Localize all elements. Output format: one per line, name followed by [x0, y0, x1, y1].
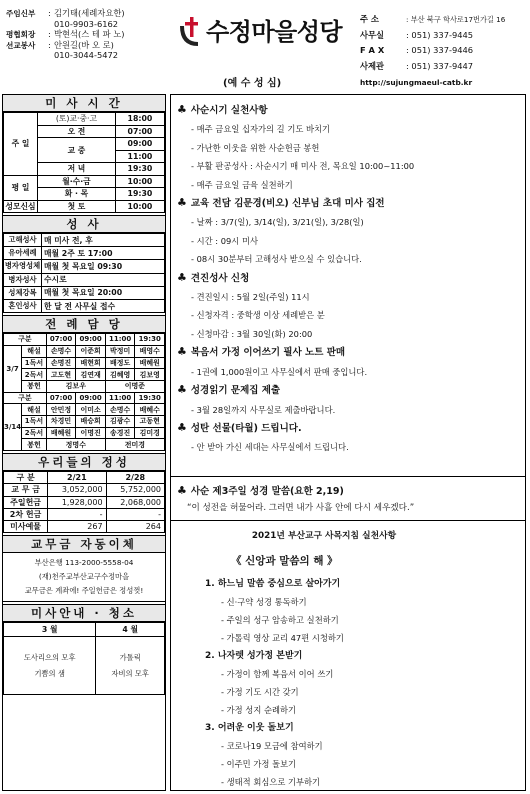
table-cell: 2,068,000: [106, 496, 164, 508]
church-logo-icon: [178, 16, 204, 46]
notice-item: - 날짜 : 3/7(일), 3/14(일), 3/21(일), 3/28(일): [191, 217, 364, 228]
table-cell: 매월 첫 목요일 20:00: [42, 286, 165, 299]
guide-line: 도사리으의 모후: [23, 652, 76, 662]
table-cell: 매월 2주 토 17:00: [42, 247, 165, 260]
goal-title: 2. 나자렛 성가정 본받기: [205, 651, 303, 661]
table-cell: 11:00: [115, 150, 164, 163]
contact-label: 주 소: [360, 14, 379, 24]
contact-value: : 051) 337-9447: [406, 60, 474, 71]
goal-item: - 가정 기도 시간 갖기: [221, 687, 299, 697]
club-icon: ♣: [177, 270, 187, 284]
table-cell: 1독서: [22, 357, 47, 369]
table-cell: [96, 637, 165, 695]
table-cell: 1,928,000: [48, 496, 106, 508]
table-cell: 이명진: [76, 427, 106, 439]
table-row: [4, 427, 165, 439]
table-header: 07:00: [46, 392, 76, 404]
staff-row: [6, 29, 170, 40]
notice-item: - 08시 30분부터 고해성사 받으실 수 있습니다.: [191, 254, 362, 265]
table-cell: 김보영: [135, 369, 165, 381]
contact-label: 사제관: [360, 60, 385, 71]
table-cell: 이준희: [76, 345, 106, 357]
contact-row: [360, 12, 526, 28]
table-cell: 267: [48, 521, 106, 533]
mass-times-table: [3, 112, 165, 213]
transfer-note: 교무금은 계좌에! 주일헌금은 정성껏!: [24, 586, 144, 596]
table-cell: 김혜영: [105, 369, 135, 381]
notice-item: - 안 받아 가신 세대는 사무실에서 드립니다.: [191, 442, 349, 453]
club-icon: ♣: [177, 103, 187, 116]
table-header: 11:00: [105, 392, 135, 404]
staff-sep: :: [48, 8, 51, 18]
table-cell: 손명진: [46, 357, 76, 369]
table-cell: 배혜수: [135, 404, 165, 416]
table-row: [4, 623, 165, 637]
table-header: 07:00: [46, 334, 76, 346]
verse-heading: [177, 483, 519, 500]
verse-title: 사순 제3주일 성경 말씀(요한 2,19): [190, 486, 344, 497]
notice-heading: [177, 194, 519, 213]
table-row: [4, 392, 165, 404]
duty-title: 전 례 담 당: [3, 316, 165, 333]
guidelines-title: 2021년 부산교구 사목지침 실천사항: [251, 531, 397, 541]
diocese-guidelines: [171, 521, 525, 794]
table-row: [4, 369, 165, 381]
table-cell: 264: [106, 521, 164, 533]
table-cell: 정명수: [46, 439, 105, 451]
table-cell: 수시로: [42, 273, 165, 286]
guidelines-motto: 《 신앙과 말씀의 해 》: [231, 555, 338, 567]
duty-date: 3/7: [4, 345, 22, 392]
guide-line: 자비의 모후: [111, 668, 149, 678]
goal-item: - 이주민 가정 돌보기: [221, 759, 297, 769]
table-cell: 1독서: [22, 415, 47, 427]
table-header: 4 월: [96, 623, 165, 637]
table-cell: 19:30: [115, 163, 164, 176]
table-row: [4, 273, 165, 286]
table-cell: 한 달 전 사무실 접수: [42, 299, 165, 312]
table-cell: 2독서: [22, 369, 47, 381]
notice-heading: [177, 343, 519, 362]
table-row: [4, 404, 165, 416]
announcements: [171, 95, 525, 477]
table-row: [4, 247, 165, 260]
table-row: [4, 299, 165, 312]
table-cell: (토)교·중·고: [38, 113, 116, 126]
mass-group-cell: 성모신심: [5, 201, 36, 211]
table-cell: 병자성사: [4, 273, 42, 286]
parish-subtitle: (예 수 성 심): [223, 78, 282, 89]
staff-row: [6, 8, 170, 19]
table-cell: 교 무 금: [4, 484, 48, 496]
table-cell: 차경민: [46, 415, 76, 427]
goal-item: - 가톨릭 영상 교리 47편 시청하기: [221, 633, 344, 643]
table-cell: 교 중: [38, 138, 116, 163]
table-cell: -: [48, 508, 106, 520]
contact-row: [360, 28, 526, 44]
staff-list: [6, 8, 170, 61]
table-cell: 전미경: [105, 439, 164, 451]
table-row: [4, 234, 165, 247]
notice-heading: [177, 269, 519, 288]
guide-title: 미사안내 · 청소: [3, 605, 165, 622]
table-cell: 18:00: [115, 113, 164, 126]
notice-item: - 부활 판공성사 : 사순시기 매 미사 전, 목요일 10:00~11:00: [191, 161, 415, 172]
table-row: [4, 175, 165, 188]
table-cell: 저 녁: [38, 163, 116, 176]
contact-info: [360, 12, 526, 74]
notice-title: 견진성사 신청: [190, 272, 250, 284]
notice-item: - 1권에 1,000원이고 사무실에서 판매 중입니다.: [191, 366, 368, 377]
notice-item: - 매주 금요일 십자가의 길 기도 바치기: [191, 124, 331, 135]
goal-item: - 생태적 회심으로 기부하기: [221, 777, 321, 787]
notice-title: 교육 전담 김문경(비오) 신부님 초대 미사 집전: [190, 198, 385, 210]
liturgy-duty-table: [3, 333, 165, 451]
staff-row: [6, 40, 170, 51]
notice-item: - 매주 금요일 금육 실천하기: [191, 179, 293, 190]
table-cell: 성체강복: [4, 286, 42, 299]
table-header: 3 월: [4, 623, 96, 637]
table-cell: 이미소: [76, 404, 106, 416]
table-cell: 화 · 목: [38, 188, 116, 201]
notice-item: - 신청마감 : 3월 30일(화) 20:00: [191, 328, 313, 339]
sacraments-table: [3, 233, 165, 313]
mass-group-cell: 평 일: [4, 175, 38, 200]
goal-item: - 가정 성지 순례하기: [221, 705, 297, 715]
contact-label: 사무실: [360, 29, 385, 40]
table-row: [4, 439, 165, 451]
table-row: [4, 484, 165, 496]
notice-heading: [177, 419, 519, 438]
guide-table: [3, 622, 165, 695]
table-row: [4, 357, 165, 369]
table-cell: 첫 토: [38, 200, 116, 213]
transfer-info: [3, 553, 165, 602]
table-cell: 2차 헌금: [4, 508, 48, 520]
staff-phone: 010-3044-5472: [54, 50, 119, 61]
table-cell: 혼인성사: [4, 299, 42, 312]
table-header: 구 분: [4, 472, 48, 484]
table-row: [4, 113, 165, 126]
club-icon: ♣: [177, 420, 187, 434]
table-cell: 송경진: [105, 427, 135, 439]
scripture-verse: [171, 477, 525, 521]
table-cell: 봉헌: [22, 439, 47, 451]
table-cell: 해설: [22, 404, 47, 416]
contact-row: [360, 59, 526, 75]
notice-title: 성탄 선물(타월) 드립니다.: [190, 422, 302, 434]
table-row: [4, 496, 165, 508]
goal-item: - 신·구약 성경 통독하기: [221, 597, 307, 607]
table-cell: 유아세례: [4, 247, 42, 260]
table-header: 09:00: [76, 392, 106, 404]
table-cell: 19:30: [115, 188, 164, 201]
notice-title: 성경읽기 문제집 제출: [190, 385, 281, 397]
staff-name: 김기태(세례자요한): [54, 8, 125, 18]
staff-sep: :: [48, 39, 51, 50]
table-cell: 김보우: [46, 380, 105, 392]
table-cell: 고해성사: [4, 234, 42, 247]
table-cell: 매 미사 전, 후: [42, 234, 165, 247]
account-holder: (재)천주교부산교구수정마을: [38, 572, 130, 582]
club-icon: ♣: [177, 383, 187, 397]
table-cell: 배현희: [76, 357, 106, 369]
table-cell: 배정도: [105, 357, 135, 369]
table-cell: 07:00: [115, 125, 164, 138]
staff-role: 주임신부: [6, 9, 36, 18]
staff-phone: 010-9903-6162: [54, 18, 119, 29]
table-cell: 배승희: [76, 415, 106, 427]
table-cell: 10:00: [115, 175, 164, 188]
goal-item: - 가정이 함께 복음서 이어 쓰기: [221, 669, 334, 679]
table-row: [4, 508, 165, 520]
bulletin-header: [2, 2, 526, 92]
goal-item: - 주일의 성구 암송하고 실천하기: [221, 615, 339, 625]
contact-value: : 051) 337-9445: [406, 29, 474, 40]
notice-title: 복음서 가정 이어쓰기 필사 노트 판매: [190, 347, 346, 359]
table-cell: 배영수: [135, 345, 165, 357]
mass-times-title: 미 사 시 간: [3, 95, 165, 112]
table-cell: 김연재: [76, 369, 106, 381]
guide-line: 가톨릭: [119, 652, 141, 662]
parish-url[interactable]: http://sujungmaeul-catb.kr: [360, 78, 473, 87]
notice-item: - 시간 : 09시 미사: [191, 235, 258, 246]
table-header: 19:30: [135, 392, 165, 404]
table-header: 구분: [4, 392, 47, 404]
table-cell: 해설: [22, 345, 47, 357]
contact-value: : 051) 337-9446: [406, 45, 474, 55]
table-header: 2/21: [48, 472, 106, 484]
table-cell: 이명준: [105, 380, 164, 392]
table-row: [4, 286, 165, 299]
table-cell: 주일헌금: [4, 496, 48, 508]
table-cell: 미사예물: [4, 521, 48, 533]
parish-name: 수정마을성당: [206, 18, 343, 46]
notice-item: - 가난한 이웃을 위한 사순헌금 봉헌: [191, 142, 320, 153]
table-row: [4, 415, 165, 427]
goal-title: 3. 어려운 이웃 돌보기: [205, 723, 294, 733]
staff-name: 안원길(바 오 로): [54, 39, 114, 50]
table-cell: 3,052,000: [48, 484, 106, 496]
club-icon: ♣: [177, 345, 187, 359]
table-cell: 2독서: [22, 427, 47, 439]
contact-label: F A X: [360, 45, 385, 55]
table-cell: 김광수: [105, 415, 135, 427]
goal-item: - 코로나19 모금에 참여하기: [221, 741, 323, 751]
staff-sep: :: [48, 29, 51, 40]
table-row: [4, 472, 165, 484]
notice-title: 사순시기 실천사항: [190, 105, 268, 116]
sacraments-title: 성 사: [3, 216, 165, 233]
table-cell: 손명수: [46, 345, 76, 357]
table-header: 11:00: [105, 334, 135, 346]
table-cell: 10:00: [115, 200, 164, 213]
table-cell: [4, 637, 96, 695]
table-cell: 고동현: [135, 415, 165, 427]
table-cell: 매월 첫 목요일 09:30: [42, 260, 165, 273]
table-row: [4, 334, 165, 346]
table-cell: -: [106, 508, 164, 520]
staff-role: 평협회장: [6, 30, 36, 40]
notice-item: - 3월 28일까지 사무실로 제출바랍니다.: [191, 404, 336, 415]
notice-item: - 신청자격 : 중학생 이상 세례받은 분: [191, 310, 325, 321]
guide-line: 기쁨의 샘: [34, 668, 65, 678]
contact-value: : 부산 북구 학사로17번가길 16: [406, 15, 506, 24]
table-cell: 월·수·금: [38, 175, 116, 188]
table-header: 구분: [4, 334, 47, 346]
table-header: 19:30: [135, 334, 165, 346]
table-cell: 배혜원: [135, 357, 165, 369]
contact-row: [360, 43, 526, 59]
table-row: [4, 380, 165, 392]
table-header: 09:00: [76, 334, 106, 346]
club-icon: ♣: [177, 196, 187, 210]
table-cell: 박정미: [105, 345, 135, 357]
table-cell: 고도현: [46, 369, 76, 381]
mass-group-cell: 주 일: [4, 113, 38, 176]
table-row: [4, 200, 165, 213]
table-row: [4, 260, 165, 273]
bank-account: 부산은행 113-2000-5558-04: [34, 558, 134, 568]
table-cell: 배혜원: [46, 427, 76, 439]
notice-item: - 견진일시 : 5월 2일(주일) 11시: [191, 292, 310, 303]
offering-title: 우리들의 정성: [3, 454, 165, 471]
transfer-title: 교무금 자동이체: [3, 536, 165, 553]
table-cell: 09:00: [115, 138, 164, 151]
club-icon: ♣: [177, 484, 187, 497]
table-cell: 봉헌: [22, 380, 47, 392]
table-cell: 병자영성체: [4, 260, 42, 273]
table-cell: 김미경: [135, 427, 165, 439]
notice-heading: [177, 101, 519, 120]
table-cell: 손명수: [105, 404, 135, 416]
left-column: [2, 94, 166, 791]
table-cell: 5,752,000: [106, 484, 164, 496]
parish-logo-block: [178, 10, 363, 90]
table-cell: 안민정: [46, 404, 76, 416]
goal-title: 1. 하느님 말씀 중심으로 살아가기: [205, 579, 341, 589]
table-row: [4, 637, 165, 695]
right-column: [170, 94, 526, 791]
table-row: [4, 345, 165, 357]
verse-quote: “이 성전을 허물어라. 그러면 내가 사흘 안에 다시 세우겠다.”: [187, 503, 415, 513]
staff-name: 박현석(스 테 파 노): [54, 29, 125, 40]
table-header: 2/28: [106, 472, 164, 484]
table-cell: 오 전: [38, 125, 116, 138]
notice-heading: [177, 381, 519, 400]
staff-role: 선교봉사: [6, 40, 36, 50]
duty-date: 3/14: [4, 404, 22, 451]
